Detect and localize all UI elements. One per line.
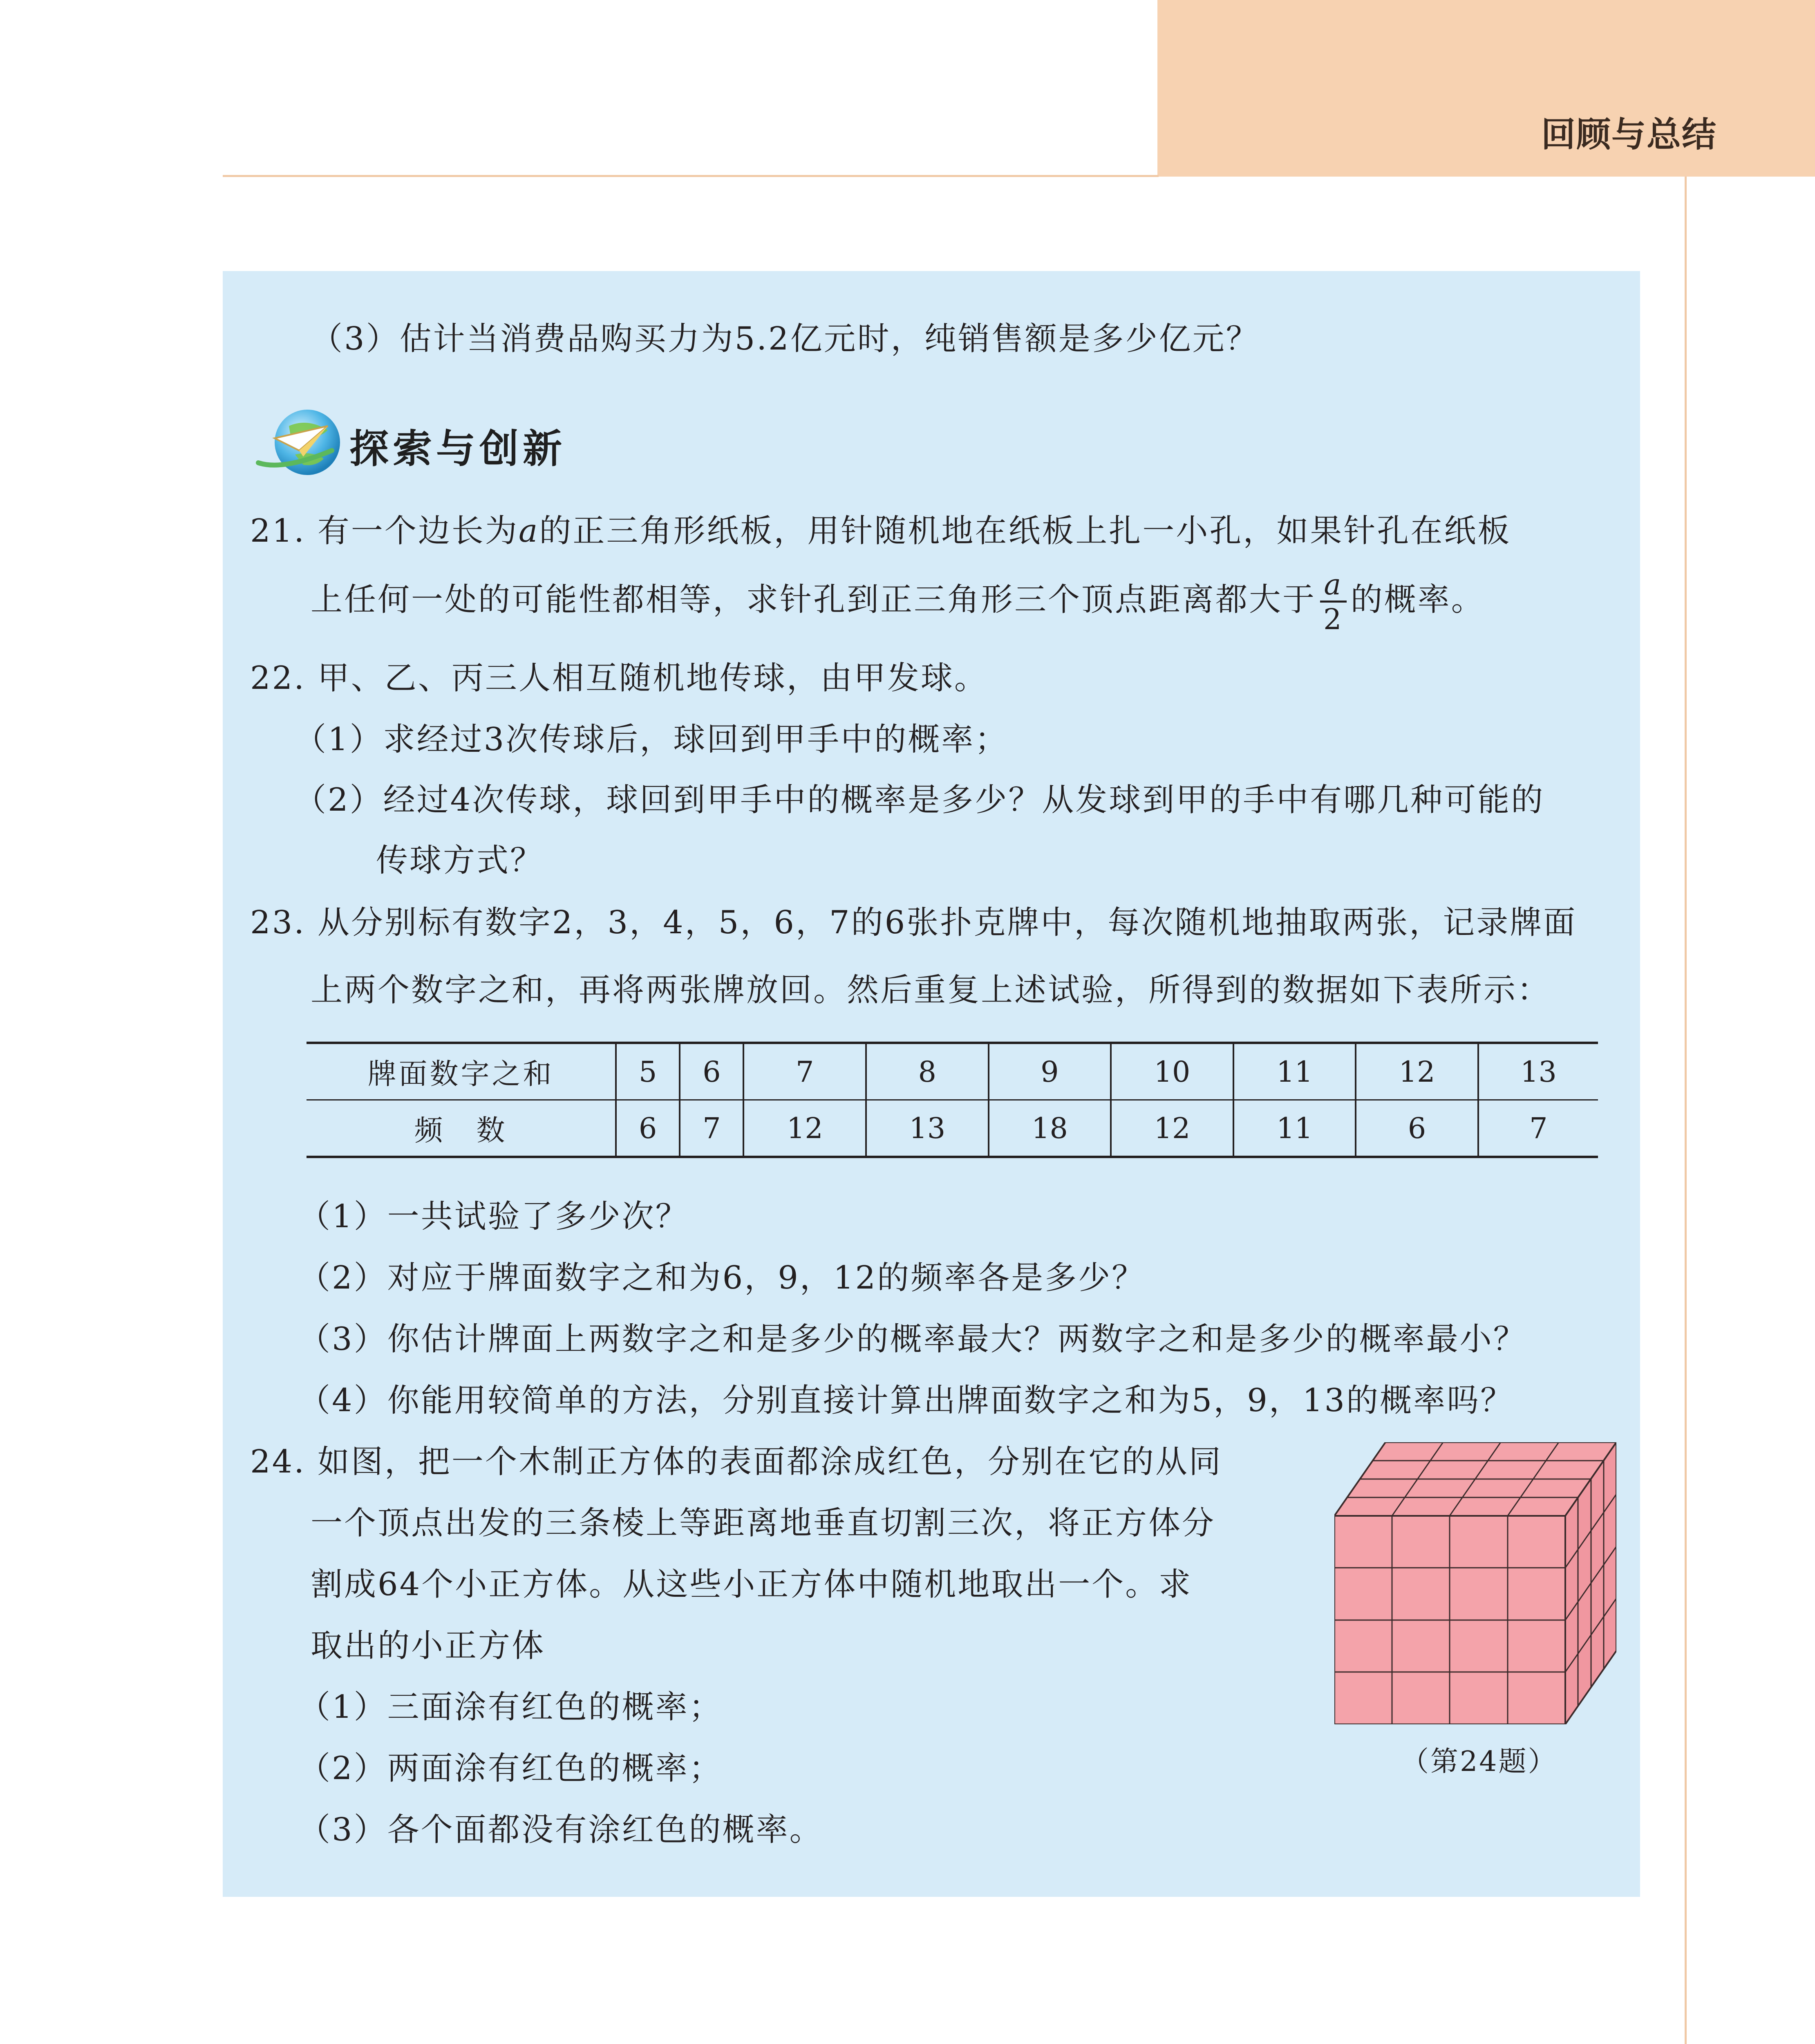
table-cell: 10 [1111,1043,1233,1100]
table-cell: 11 [1233,1100,1356,1157]
table-cell: 13 [866,1100,989,1157]
q23-part2: （2）对应于牌面数字之和为6，9，12的频率各是多少？ [298,1260,1146,1296]
q21-line1: 21. 有一个边长为a的正三角形纸板，用针随机地在纸板上扎一小孔，如果针孔在纸板 [250,513,1511,549]
q23-part1: （1）一共试验了多少次？ [298,1198,689,1235]
chapter-header-tab [1157,0,1815,177]
table-cell: 7 [743,1043,866,1100]
q22-part2-line1: （2）经过4次传球，球回到甲手中的概率是多少？从发球到甲的手中有哪几种可能的 [294,782,1545,818]
table-cell: 6 [616,1100,680,1157]
table-cell: 12 [1111,1100,1233,1157]
table-cell: 9 [989,1043,1111,1100]
section-title: 探索与创新 [349,426,566,472]
table-row-header: 频 数 [307,1100,616,1157]
side-margin-rule [1685,177,1687,2044]
chapter-title: 回顾与总结 [1541,114,1717,155]
q24-line1: 24. 如图，把一个木制正方体的表面都涂成红色，分别在它的从同 [250,1443,1222,1480]
table-row-header: 牌面数字之和 [307,1043,616,1100]
figure-caption: （第24题） [1401,1746,1558,1778]
q24-part1: （1）三面涂有红色的概率； [298,1689,723,1726]
table-cell: 7 [680,1100,743,1157]
paper-plane-globe-icon [250,401,344,483]
q23-part3: （3）你估计牌面上两数字之和是多少的概率最大？两数字之和是多少的概率最小？ [298,1321,1527,1358]
table-cell: 12 [743,1100,866,1157]
table-cell: 5 [616,1043,680,1100]
table-cell: 6 [680,1043,743,1100]
table-cell: 18 [989,1100,1111,1157]
q22-part1: （1）求经过3次传球后，球回到甲手中的概率； [294,721,1009,758]
q24-line2: 一个顶点出发的三条棱上等距离地垂直切割三次，将正方体分 [311,1505,1216,1542]
header-rule [223,175,1159,177]
q23-stem-line1: 23. 从分别标有数字2，3，4，5，6，7的6张扑克牌中，每次随机地抽取两张，记录牌面 [250,904,1577,941]
table-cell: 12 [1356,1043,1478,1100]
table-cell: 11 [1233,1043,1356,1100]
q23-stem-line2: 上两个数字之和，再将两张牌放回。然后重复上述试验，所得到的数据如下表所示： [311,972,1551,1009]
q24-part2: （2）两面涂有红色的概率； [298,1750,723,1787]
q20-part3: （3）估计当消费品购买力为5.2亿元时，纯销售额是多少亿元？ [311,320,1260,357]
q24-line3: 割成64个小正方体。从这些小正方体中随机地取出一个。求 [311,1566,1193,1603]
q21-line2: 上任何一处的可能性都相等，求针孔到正三角形三个顶点距离都大于 $\frac{a}{2}$ 的概率。 [311,568,1485,636]
fraction-a-over-2: $\frac{a}{2}$ [1320,570,1347,634]
table-cell: 6 [1356,1100,1478,1157]
frequency-table [307,1042,1598,1158]
painted-cube-figure [1334,1442,1616,1724]
q22-stem: 22. 甲、乙、丙三人相互随机地传球，由甲发球。 [250,660,988,697]
q23-part4: （4）你能用较简单的方法，分别直接计算出牌面数字之和为5，9，13的概率吗？ [298,1382,1514,1419]
q24-part3: （3）各个面都没有涂红色的概率。 [298,1811,823,1848]
q24-line4: 取出的小正方体 [311,1627,546,1664]
table-row [307,1043,1598,1100]
q22-part2-line2: 传球方式？ [376,842,544,879]
table-cell: 7 [1478,1100,1598,1157]
table-cell: 8 [866,1043,989,1100]
table-cell: 13 [1478,1043,1598,1100]
table-row [307,1100,1598,1157]
